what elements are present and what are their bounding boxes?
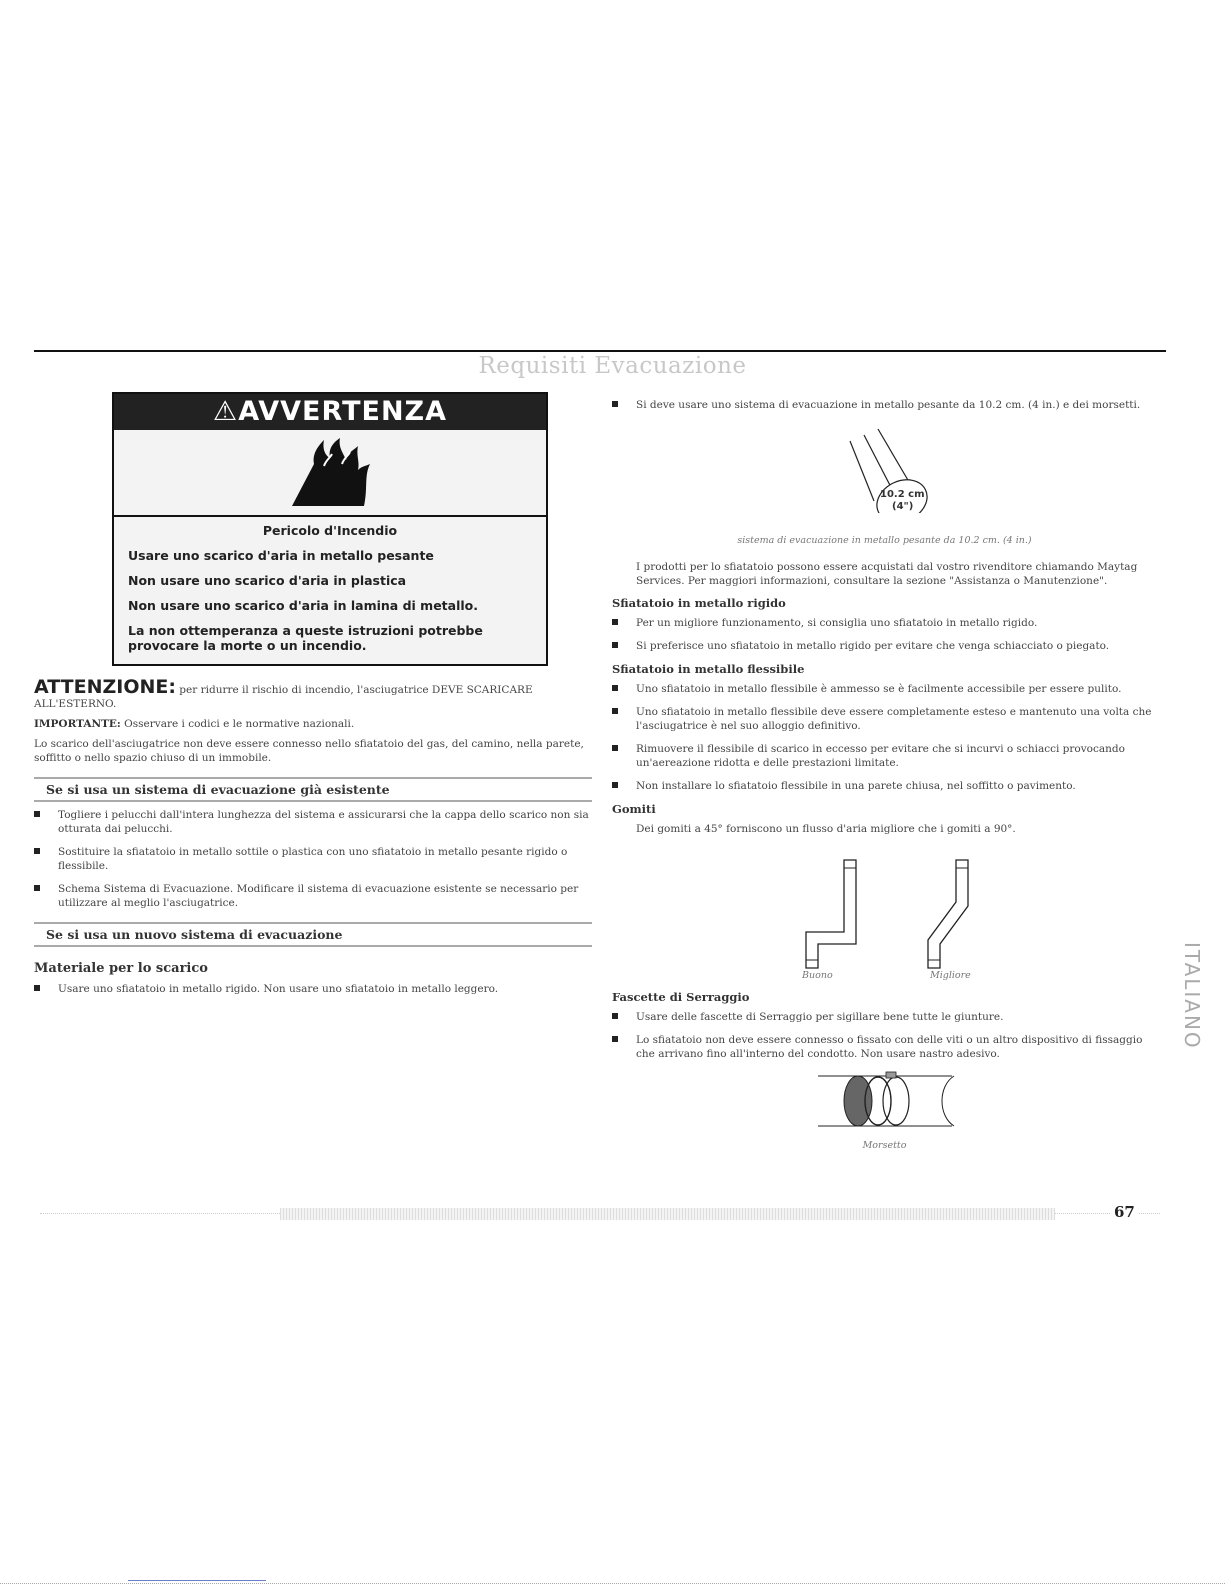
list-item: Uno sfiatatoio in metallo flessibile deve essere completamente esteso e mantenuto una volta che l'asciugatrice è nel suo alloggio definitivo. bbox=[612, 705, 1157, 733]
rigid-heading: Sfiatatoio in metallo rigido bbox=[612, 596, 786, 610]
list-item: Si deve usare uno sistema di evacuazione in metallo pesante da 10.2 cm. (4 in.) e dei morsetti. bbox=[612, 398, 1157, 412]
importante-paragraph bbox=[34, 717, 592, 731]
list-item: Togliere i pelucchi dall'intera lunghezza del sistema e assicurarsi che la cappa dello scarico non sia otturata dai pelucchi. bbox=[34, 808, 592, 836]
clamp-drawing bbox=[612, 1070, 1157, 1136]
elbows-diagram bbox=[612, 842, 1157, 982]
list-item: Si preferisce uno sfiatatoio in metallo rigido per evitare che venga schiacciato o piegato. bbox=[612, 639, 1157, 653]
attenzione-paragraph bbox=[34, 676, 592, 711]
flex-list bbox=[612, 682, 1157, 793]
warning-line: Non usare uno scarico d'aria in plastica bbox=[128, 573, 407, 588]
duct-caption: sistema di evacuazione in metallo pesante da 10.2 cm. (4 in.) bbox=[737, 535, 1032, 546]
list-item: Usare delle fascette di Serraggio per sigillare bene tutte le giunture. bbox=[612, 1010, 1157, 1024]
warning-line: La non ottemperanza a queste istruzioni potrebbe provocare la morte o un incendio. bbox=[128, 623, 483, 653]
duct-label-in: (4") bbox=[892, 501, 914, 512]
left-column bbox=[34, 392, 592, 1005]
gomiti-heading: Gomiti bbox=[612, 802, 656, 816]
list-item: Lo sfiatatoio non deve essere connesso o fissato con delle viti o un altro dispositivo di fissaggio che arrivano fino all'interno del condotto. Non usare nastro adesivo. bbox=[612, 1033, 1157, 1061]
right-column bbox=[612, 392, 1157, 1151]
scarico-note: Lo scarico dell'asciugatrice non deve essere connesso nello sfiatatoio del gas, del camino, nella parete, soffitto o nello spazio chiuso di un immobile. bbox=[34, 738, 584, 764]
existing-system-heading: Se si usa un sistema di evacuazione già esistente bbox=[34, 777, 592, 802]
list-item: Uno sfiatatoio in metallo flessibile è ammesso se è facilmente accessibile per essere pulito. bbox=[612, 682, 1157, 696]
duct-diagram bbox=[612, 421, 1157, 513]
warning-line: Non usare uno scarico d'aria in lamina di metallo. bbox=[128, 598, 478, 613]
warning-header bbox=[114, 394, 546, 430]
list-item: Non installare lo sfiatatoio flessibile in una parete chiusa, nel soffitto o pavimento. bbox=[612, 779, 1157, 793]
materiale-heading: Materiale per lo scarico bbox=[34, 961, 208, 976]
bottom-edge-line bbox=[0, 1583, 1225, 1584]
materiale-list bbox=[34, 982, 592, 996]
list-item: Usare uno sfiatatoio in metallo rigido. Non usare uno sfiatatoio in metallo leggero. bbox=[34, 982, 592, 996]
list-item: Per un migliore funzionamento, si consiglia uno sfiatatoio in metallo rigido. bbox=[612, 616, 1157, 630]
warning-icon-area bbox=[114, 430, 546, 517]
list-item: Sostituire la sfiatatoio in metallo sottile o plastica con uno sfiatatoio in metallo pesante rigido o flessibile. bbox=[34, 845, 592, 873]
language-side-tab: ITALIANO bbox=[1180, 942, 1204, 1050]
warning-triangle-icon: ⚠ bbox=[212, 396, 239, 427]
elbows-drawing bbox=[612, 842, 1157, 982]
attenzione-label: ATTENZIONE: bbox=[34, 676, 176, 698]
list-item: Rimuovere il flessibile di scarico in eccesso per evitare che si incurvi o schiacci provocando un'aereazione ridotta e delle prestazioni limitate. bbox=[612, 742, 1157, 770]
importante-label: IMPORTANTE: bbox=[34, 718, 121, 730]
fascette-heading: Fascette di Serraggio bbox=[612, 990, 750, 1004]
page-title: Requisiti Evacuazione bbox=[478, 353, 747, 379]
page-number: 67 bbox=[1110, 1203, 1139, 1221]
fascette-list bbox=[612, 1010, 1157, 1061]
clamp-diagram bbox=[612, 1070, 1157, 1136]
elbow-label-better: Migliore bbox=[930, 970, 971, 981]
elbow-label-good: Buono bbox=[802, 970, 833, 981]
duct-label-cm: 10.2 cm bbox=[880, 489, 925, 500]
flex-heading: Sfiatatoio in metallo flessibile bbox=[612, 662, 805, 676]
warning-line-title: Pericolo d'Incendio bbox=[262, 523, 398, 538]
warning-box bbox=[112, 392, 548, 666]
top-rule bbox=[34, 350, 1166, 352]
new-system-heading: Se si usa un nuovo sistema di evacuazione bbox=[34, 922, 592, 947]
bottom-band bbox=[280, 1208, 1055, 1220]
link-underline bbox=[128, 1580, 266, 1581]
existing-system-list bbox=[34, 808, 592, 910]
products-text: I prodotti per lo sfiatatoio possono essere acquistati dal vostro rivenditore chiamando Maytag Services. Per maggiori informazioni, consultare la sezione "Assistanza o Manutenzione". bbox=[636, 561, 1138, 587]
gomiti-text: Dei gomiti a 45° forniscono un flusso d'aria migliore che i gomiti a 90°. bbox=[636, 823, 1016, 835]
warning-text bbox=[114, 517, 546, 653]
clamp-caption: Morsetto bbox=[862, 1140, 907, 1151]
attenzione-text: per ridurre il rischio di incendio, l'asciugatrice DEVE SCARICARE ALL'ESTERNO. bbox=[34, 684, 533, 710]
importante-text: Osservare i codici e le normative nazionali. bbox=[124, 718, 355, 730]
warning-line: Usare uno scarico d'aria in metallo pesante bbox=[128, 548, 434, 563]
list-item: Schema Sistema di Evacuazione. Modificare il sistema di evacuazione esistente se necessario per utilizzare al meglio l'asciugatrice. bbox=[34, 882, 592, 910]
rigid-list bbox=[612, 616, 1157, 653]
warning-header-text: AVVERTENZA bbox=[238, 396, 448, 427]
fire-icon bbox=[284, 436, 374, 508]
intro-list bbox=[612, 398, 1157, 412]
